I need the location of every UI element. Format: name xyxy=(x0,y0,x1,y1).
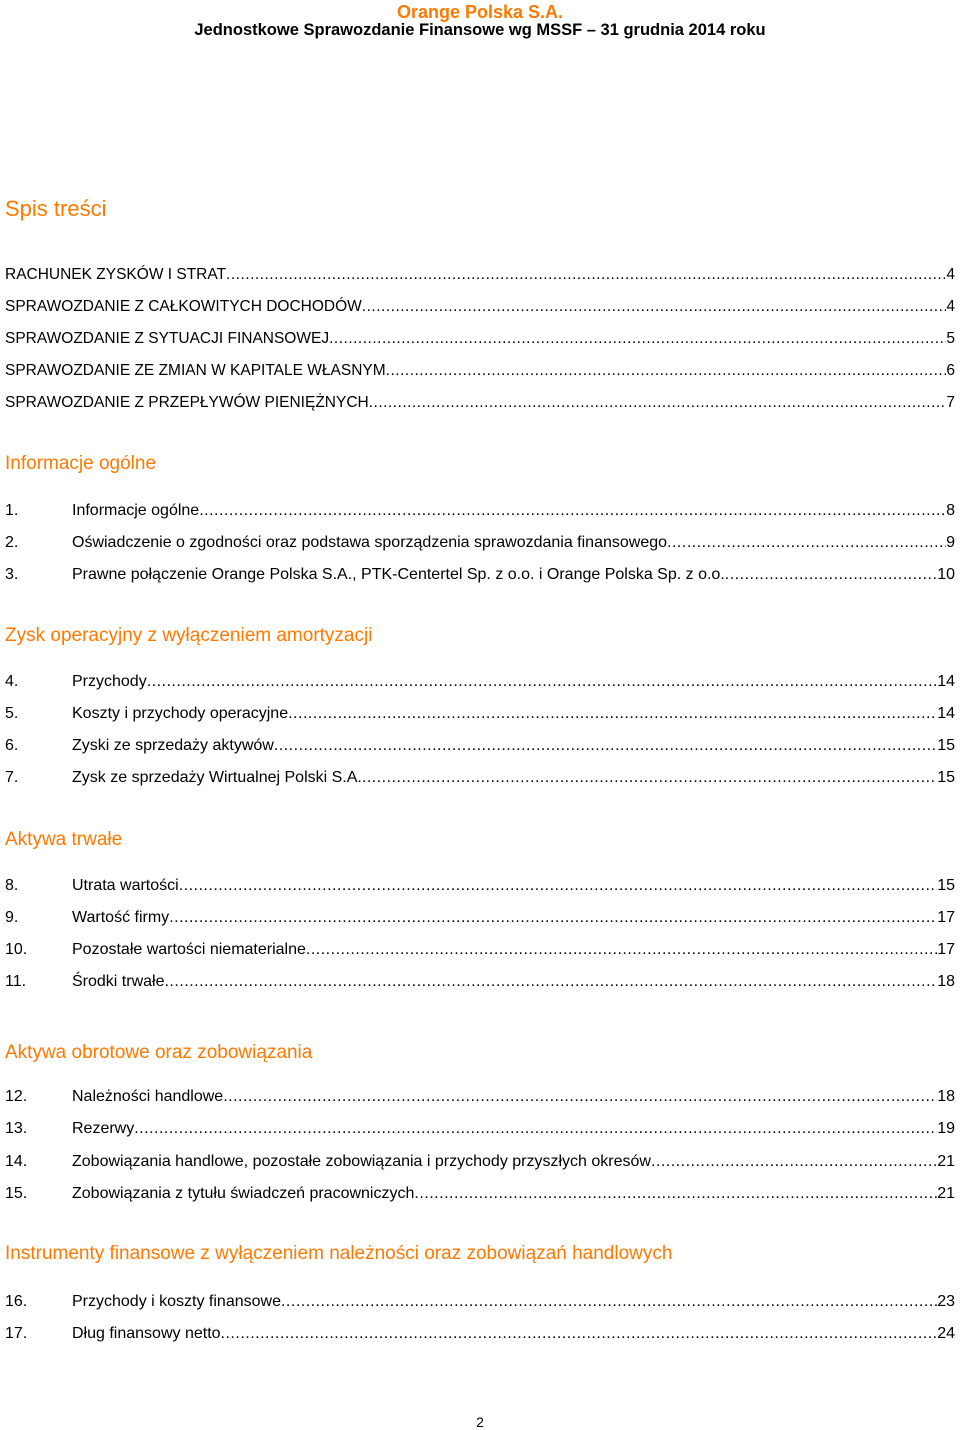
toc-leader-dots xyxy=(221,1325,938,1343)
toc-entry-label: SPRAWOZDANIE Z SYTUACJI FINANSOWEJ xyxy=(5,330,330,347)
toc-section-heading: Aktywa trwałe xyxy=(5,829,123,850)
toc-entry[interactable] xyxy=(5,534,955,558)
toc-entry-label: SPRAWOZDANIE Z PRZEPŁYWÓW PIENIĘŻNYCH xyxy=(5,394,369,411)
toc-entry-label: Utrata wartości xyxy=(72,877,179,894)
toc-page-number: 18 xyxy=(937,973,955,990)
toc-leader-dots xyxy=(414,1185,937,1203)
toc-entry-number: 14. xyxy=(5,1153,28,1170)
toc-leader-dots xyxy=(306,941,937,959)
toc-leader-dots xyxy=(362,298,947,316)
toc-entry[interactable] xyxy=(5,1088,955,1112)
header-subtitle: Jednostkowe Sprawozdanie Finansowe wg MSSF – 31 grudnia 2014 roku xyxy=(194,21,766,39)
toc-entry[interactable] xyxy=(5,1325,955,1349)
toc-page-number: 18 xyxy=(937,1088,955,1105)
toc-entry-label: Informacje ogólne xyxy=(72,502,200,519)
toc-entry[interactable] xyxy=(5,1293,955,1317)
toc-section-heading: Informacje ogólne xyxy=(5,453,157,474)
toc-entry-number: 6. xyxy=(5,737,19,754)
toc-entry[interactable] xyxy=(5,566,955,590)
toc-leader-dots xyxy=(281,1293,937,1311)
toc-entry-label: SPRAWOZDANIE ZE ZMIAN W KAPITALE WŁASNYM xyxy=(5,362,386,379)
toc-page-number: 7 xyxy=(946,394,955,411)
toc-section-heading: Instrumenty finansowe z wyłączeniem należności oraz zobowiązań handlowych xyxy=(5,1243,673,1264)
toc-entry[interactable] xyxy=(5,1153,955,1177)
toc-leader-dots xyxy=(369,394,947,412)
toc-leader-dots xyxy=(199,502,946,520)
toc-entry-label: Dług finansowy netto xyxy=(72,1325,221,1342)
toc-page-number: 5 xyxy=(946,330,955,347)
toc-entry-label: Przychody i koszty finansowe xyxy=(72,1293,281,1310)
toc-entry-label: Zysk ze sprzedaży Wirtualnej Polski S.A. xyxy=(72,769,362,786)
toc-entry-statement[interactable] xyxy=(5,362,955,386)
toc-leader-dots xyxy=(226,266,946,284)
toc-entry-number: 11. xyxy=(5,973,27,990)
toc-page-number: 21 xyxy=(937,1185,955,1202)
toc-title: Spis treści xyxy=(5,196,107,221)
toc-entry-statement[interactable] xyxy=(5,394,955,418)
toc-entry-label: Środki trwałe xyxy=(72,973,165,990)
toc-entry[interactable] xyxy=(5,1120,955,1144)
toc-page-number: 15 xyxy=(937,769,955,786)
toc-page-number: 17 xyxy=(937,941,955,958)
toc-entry[interactable] xyxy=(5,737,955,761)
toc-entry-label: Prawne połączenie Orange Polska S.A., PTK-Centertel Sp. z o.o. i Orange Polska Sp. z o.o. xyxy=(72,566,725,583)
toc-entry[interactable] xyxy=(5,909,955,933)
toc-entry-label: Zobowiązania handlowe, pozostałe zobowiązania i przychody przyszłych okresów xyxy=(72,1153,651,1170)
toc-entry[interactable] xyxy=(5,705,955,729)
toc-leader-dots xyxy=(667,534,946,552)
toc-leader-dots xyxy=(164,973,937,991)
toc-leader-dots xyxy=(134,1120,937,1138)
toc-entry[interactable] xyxy=(5,941,955,965)
toc-leader-dots xyxy=(386,362,947,380)
toc-leader-dots xyxy=(169,909,937,927)
toc-entry-label: Koszty i przychody operacyjne xyxy=(72,705,289,722)
toc-page-number: 4 xyxy=(946,298,955,315)
toc-page-number: 15 xyxy=(937,877,955,894)
toc-entry-label: Oświadczenie o zgodności oraz podstawa sporządzenia sprawozdania finansowego xyxy=(72,534,668,551)
toc-entry[interactable] xyxy=(5,502,955,526)
toc-leader-dots xyxy=(288,705,937,723)
toc-leader-dots xyxy=(362,769,937,787)
toc-entry[interactable] xyxy=(5,973,955,997)
toc-page-number: 14 xyxy=(937,673,955,690)
toc-leader-dots xyxy=(179,877,938,895)
toc-entry-label: Zyski ze sprzedaży aktywów xyxy=(72,737,274,754)
toc-entry-number: 4. xyxy=(5,673,19,690)
toc-page-number: 17 xyxy=(937,909,955,926)
toc-page-number: 24 xyxy=(937,1325,955,1342)
toc-section-heading: Zysk operacyjny z wyłączeniem amortyzacji xyxy=(5,625,373,646)
toc-entry-label: Wartość firmy xyxy=(72,909,170,926)
toc-page-number: 4 xyxy=(946,266,955,283)
toc-page-number: 15 xyxy=(937,737,955,754)
toc-page-number: 14 xyxy=(937,705,955,722)
toc-page-number: 6 xyxy=(946,362,955,379)
toc-entry-number: 13. xyxy=(5,1120,28,1137)
toc-leader-dots xyxy=(274,737,937,755)
toc-entry[interactable] xyxy=(5,1185,955,1209)
toc-entry-label: Przychody xyxy=(72,673,147,690)
toc-entry-number: 15. xyxy=(5,1185,28,1202)
toc-entry-number: 1. xyxy=(5,502,19,519)
toc-entry-number: 9. xyxy=(5,909,19,926)
toc-entry-number: 17. xyxy=(5,1325,28,1342)
toc-entry-statement[interactable] xyxy=(5,330,955,354)
footer-page-number: 2 xyxy=(476,1414,484,1430)
toc-entry-number: 8. xyxy=(5,877,19,894)
toc-entry-statement[interactable] xyxy=(5,298,955,322)
toc-entry[interactable] xyxy=(5,673,955,697)
toc-leader-dots xyxy=(725,566,937,584)
toc-entry-number: 12. xyxy=(5,1088,28,1105)
toc-entry-label: Zobowiązania z tytułu świadczeń pracowniczych xyxy=(72,1185,415,1202)
toc-page-number: 21 xyxy=(937,1153,955,1170)
toc-page-number: 9 xyxy=(946,534,955,551)
toc-entry-label: Należności handlowe xyxy=(72,1088,224,1105)
toc-section-heading: Aktywa obrotowe oraz zobowiązania xyxy=(5,1042,313,1063)
toc-entry-number: 16. xyxy=(5,1293,28,1310)
toc-entry[interactable] xyxy=(5,769,955,793)
toc-page-number: 8 xyxy=(946,502,955,519)
toc-entry-number: 5. xyxy=(5,705,19,722)
toc-entry-number: 10. xyxy=(5,941,28,958)
toc-entry-label: Pozostałe wartości niematerialne xyxy=(72,941,306,958)
toc-leader-dots xyxy=(651,1153,937,1171)
toc-entry[interactable] xyxy=(5,877,955,901)
toc-page-number: 10 xyxy=(937,566,955,583)
toc-leader-dots xyxy=(147,673,938,691)
toc-entry-label: Rezerwy xyxy=(72,1120,135,1137)
toc-leader-dots xyxy=(223,1088,937,1106)
toc-entry-label: RACHUNEK ZYSKÓW I STRAT xyxy=(5,266,227,283)
toc-page-number: 23 xyxy=(937,1293,955,1310)
toc-entry-statement[interactable] xyxy=(5,266,955,290)
toc-entry-number: 3. xyxy=(5,566,19,583)
toc-leader-dots xyxy=(329,330,946,348)
toc-page-number: 19 xyxy=(937,1120,955,1137)
toc-entry-number: 7. xyxy=(5,769,19,786)
header-company: Orange Polska S.A. xyxy=(396,2,564,22)
toc-entry-number: 2. xyxy=(5,534,19,551)
toc-entry-label: SPRAWOZDANIE Z CAŁKOWITYCH DOCHODÓW xyxy=(5,298,362,315)
